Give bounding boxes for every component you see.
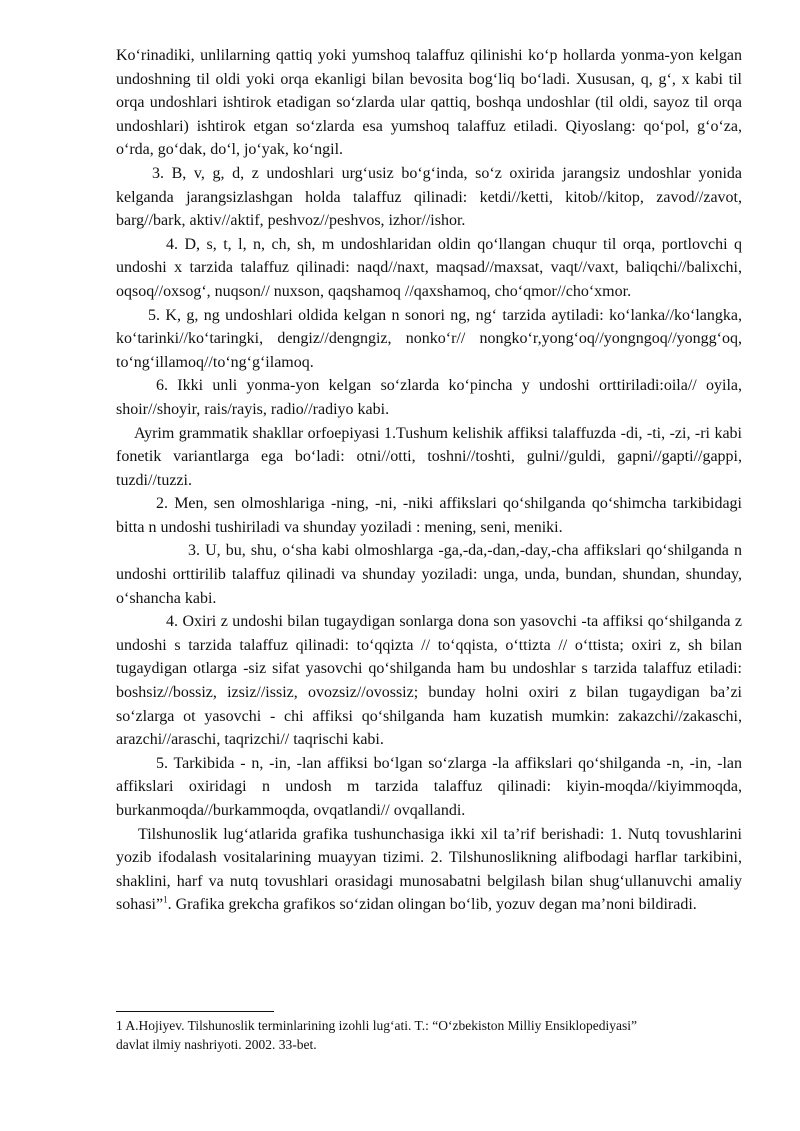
footnote-separator bbox=[116, 1011, 274, 1012]
paragraph-grafika-definition bbox=[116, 823, 742, 917]
paragraph-rule-3-devoicing: 3. B, v, g, d, z undoshlari urg‘usiz bo‘g‘inda, so‘z oxirida jarangsiz undoshlar yonida kelganda jarangsizlashgan holda talaffuz qilinadi: ketdi//ketti, kitob//kitop, zavod//zavot, barg//bark, aktiv//aktif, peshvoz//peshvos, izhor//ishor. bbox=[116, 164, 742, 230]
paragraph-grammatical-orthoepy-5: 5. Tarkibida - n, -in, -lan affiksi bo‘lgan so‘zlarga -la affikslari qo‘shilganda -n, -in, -lan affikslari oxiridagi n undosh m tarzida talaffuz qilinadi: kiyin-moqda//kiyimmoqda, burkanmoqda//burkammoqda, ovqatlandi// ovqallandi. bbox=[116, 754, 742, 819]
paragraph-vowel-hardness: Ko‘rinadiki, unlilarning qattiq yoki yumshoq talaffuz qilinishi ko‘p hollarda yonma-yon kelgan undoshning til oldi yoki orqa ekanligi bilan bevosita bog‘liq bo‘ladi. Xususan, q, g‘, x kabi til orqa undoshlari ishtirok etadigan so‘zlarda ular qattiq, boshqa undoshlar (til oldi, sayoz til orqa undoshlari) ishtirok etgan so‘zlarda esa yumshoq talaffuz etiladi. Qiyoslang: qo‘pol, g‘o‘za, o‘rda, go‘dak, do‘l, jo‘yak, ko‘ngil. bbox=[116, 47, 742, 159]
paragraph-rule-5-n-to-ng: 5. K, g, ng undoshlari oldida kelgan n sonori ng, ng‘ tarzida aytiladi: ko‘lanka//ko‘langka, ko‘tarinki//ko‘taringki, dengiz//dengngiz, nonko‘r// nongko‘r,yong‘oq//yongngoq//yongg‘oq, to‘ng‘illamoq//to‘ng‘g‘ilamoq. bbox=[116, 306, 742, 371]
grafika-text-part-2: . Grafika grekcha grafikos so‘zidan olingan bo‘lib, yozuv degan ma’noni bildiradi. bbox=[167, 896, 697, 914]
paragraph-rule-4-q-to-x: 4. D, s, t, l, n, ch, sh, m undoshlaridan oldin qo‘llangan chuqur til orqa, portlovchi q undoshi x tarzida talaffuz qilinadi: naqd//naxt, maqsad//maxsat, vaqt//vaxt, baliqchi//balixchi, oqsoq//oxsog‘, nuqson// nuxson, qaqshamoq //qaxshamoq, cho‘qmor//cho‘xmor. bbox=[116, 235, 742, 300]
paragraph-grammatical-orthoepy-1: Ayrim grammatik shakllar orfoepiyasi 1.Tushum kelishik affiksi talaffuzda -di, -ti, -zi, -ri kabi fonetik variantlarga ega bo‘ladi: otni//otti, toshni//toshti, gulni//guldi, gapni//gapti//gappi, tuzdi//tuzzi. bbox=[116, 424, 742, 489]
footnote: 1 A.Hojiyev. Tilshunoslik terminlarining izohli lug‘ati. T.: “O‘zbekiston Milliy Ensiklopediyasi” davlat ilmiy nashriyoti. 2002. 33-bet. bbox=[116, 1018, 637, 1052]
paragraph-grammatical-orthoepy-3: 3. U, bu, shu, o‘sha kabi olmoshlarga -ga,-da,-dan,-day,-cha affikslari qo‘shilganda n undoshi orttirilib talaffuz qilinadi va shunday yoziladi: unga, unda, bundan, shundan, shunday, o‘shancha kabi. bbox=[116, 542, 742, 607]
paragraph-grammatical-orthoepy-4: 4. Oxiri z undoshi bilan tugaydigan sonlarga dona son yasovchi -ta affiksi qo‘shilganda z undoshi s tarzida talaffuz qilinadi: to‘qqizta // to‘qqista, o‘ttizta // o‘ttista; oxiri z, sh bilan tugaydigan otlarga -siz sifat yasovchi qo‘shilganda ham bu undoshlar s tarzida talaffuz etiladi: boshsiz//bossiz, izsiz//issiz, ovozsiz//ovossiz; bunday holni oxiri z bilan tugaydigan ba’zi so‘zlarga ot yasovchi - chi affiksi qo‘shilganda ham kuzatish mumkin: zakazchi//zakaschi, arazchi//araschi, taqrizchi// taqrischi kabi. bbox=[116, 613, 742, 749]
paragraph-rule-6-y-insertion: 6. Ikki unli yonma-yon kelgan so‘zlarda ko‘pincha y undoshi orttiriladi:oila// oyila, shoir//shoyir, rais/rayis, radio//radiyo kabi. bbox=[116, 377, 742, 418]
grafika-text-part-1: Tilshunoslik lug‘atlarida grafika tushunchasiga ikki xil ta’rif berishadi: 1. Nutq tovushlarini yozib ifodalash vositalarining muayyan tizimi. 2. Tilshunoslikning alifbodagi harflar tarkibini, shaklini, harf va nutq tovushlari orasidagi munosabatni belgilash bilan shug‘ullanuvchi amaliy sohasi” bbox=[116, 825, 742, 914]
footnote-reference[interactable]: 1 bbox=[163, 895, 168, 906]
body-text bbox=[116, 44, 742, 917]
paragraph-grammatical-orthoepy-2: 2. Men, sen olmoshlariga -ning, -ni, -niki affikslari qo‘shilganda qo‘shimcha tarkibidagi bitta n undoshi tushiriladi va shunday yoziladi : mening, seni, meniki. bbox=[116, 495, 742, 536]
